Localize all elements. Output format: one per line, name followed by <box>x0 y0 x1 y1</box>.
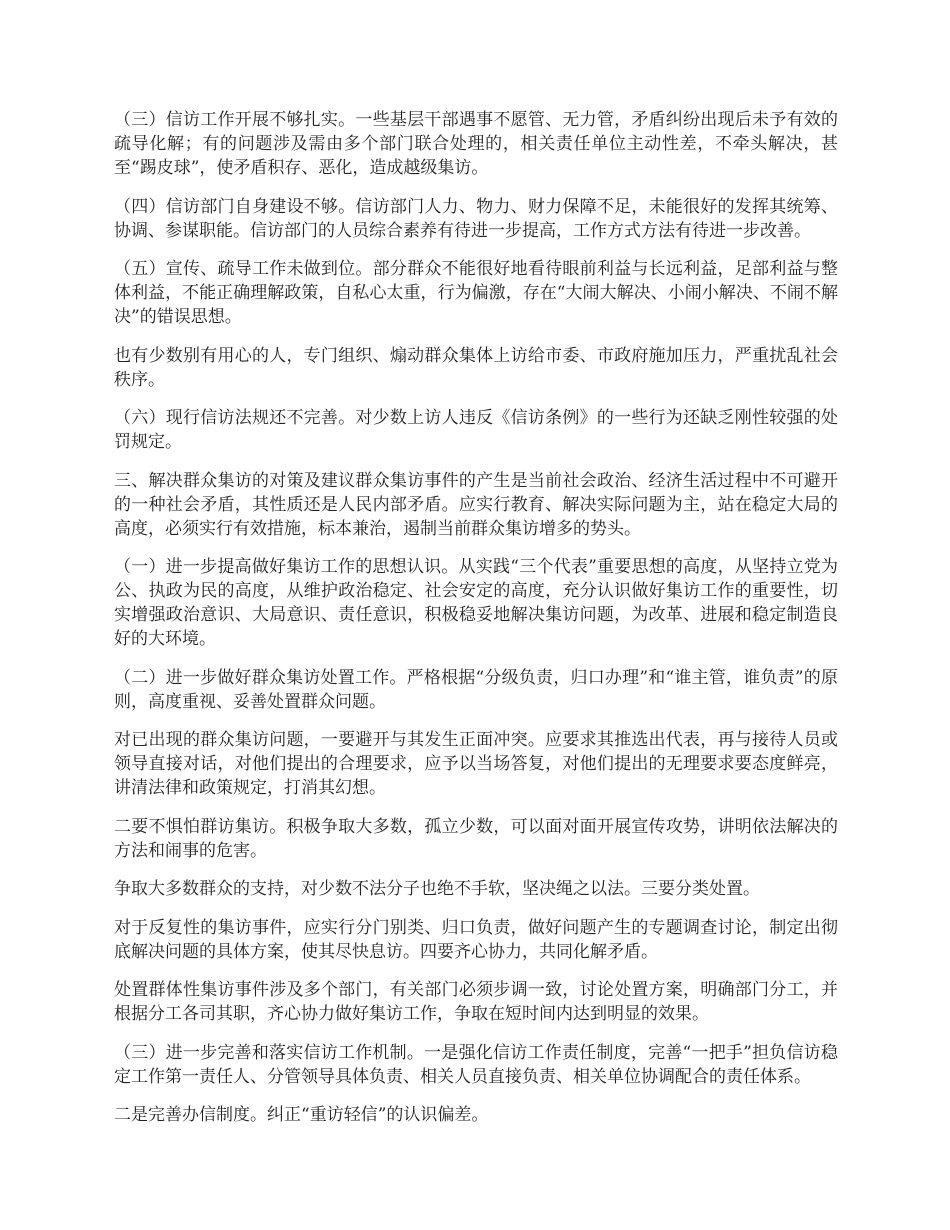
paragraph-15: 二是完善办信制度。纠正“重访轻信”的认识偏差。 <box>114 1105 489 1125</box>
paragraph-3: （五）宣传、疏导工作未做到位。部分群众不能很好地看待眼前利益与长远利益，足部利益与整体利益，不能正确理解政策，自私心太重，行为偏激，存在“大闹大解决、小闹小解决、不闹不解决”的错误思想。 <box>114 259 838 327</box>
paragraph-5: （六）现行信访法规还不完善。对少数上访人违反《信访条例》的一些行为还缺乏刚性较强的处罚规定。 <box>114 408 838 452</box>
paragraph-6: 三、解决群众集访的对策及建议群众集访事件的产生是当前社会政治、经济生活过程中不可避开的一种社会矛盾，其性质还是人民内部矛盾。应实行教育、解决实际问题为主，站在稳定大局的高度，必须实行有效措施，标本兼治，遏制当前群众集访增多的势头。 <box>114 470 838 539</box>
paragraph-9: 对已出现的群众集访问题，一要避开与其发生正面冲突。应要求其推选出代表，再与接待人员或领导直接对话，对他们提出的合理要求，应予以当场答复，对他们提出的无理要求要态度鲜亮，讲清法律和政策规定，打消其幻想。 <box>114 730 838 798</box>
paragraph-11: 争取大多数群众的支持，对少数不法分子也绝不手软，坚决绳之以法。三要分类处置。 <box>114 879 760 899</box>
paragraph-7: （一）进一步提高做好集访工作的思想认识。从实践“三个代表”重要思想的高度，从坚持立党为公、执政为民的高度，从维护政治稳定、社会安定的高度，充分认识做好集访工作的重要性，切实增强政治意识、大局意识、责任意识，积极稳妥地解决集访问题，为改革、进展和稳定制造良好的大环境。 <box>114 557 838 649</box>
paragraph-8: （二）进一步做好群众集访处置工作。严格根据“分级负责，归口办理”和“谁主管，谁负责”的原则，高度重视、妥善处置群众问题。 <box>114 667 838 712</box>
paragraph-1: （三）信访工作开展不够扎实。一些基层干部遇事不愿管、无力管，矛盾纠纷出现后未予有效的疏导化解；有的问题涉及需由多个部门联合处理的，相关责任单位主动性差，不牵头解决，甚至“踢皮球”，使矛盾积存、恶化，造成越级集访。 <box>114 110 838 178</box>
document-body <box>114 108 838 1142</box>
paragraph-4: 也有少数别有用心的人，专门组织、煽动群众集体上访给市委、市政府施加压力，严重扰乱社会秩序。 <box>114 345 838 390</box>
paragraph-2: （四）信访部门自身建设不够。信访部门人力、物力、财力保障不足，未能很好的发挥其统筹、协调、参谋职能。信访部门的人员综合素养有待进一步提高，工作方式方法有待进一步改善。 <box>114 196 838 241</box>
paragraph-13: 处置群体性集访事件涉及多个部门，有关部门必须步调一致，讨论处置方案，明确部门分工，并根据分工各司其职，齐心协力做好集访工作，争取在短时间内达到明显的效果。 <box>114 980 838 1024</box>
paragraph-10: 二要不惧怕群访集访。积极争取大多数，孤立少数，可以面对面开展宣传攻势，讲明依法解决的方法和闹事的危害。 <box>114 816 838 861</box>
paragraph-12: 对于反复性的集访事件，应实行分门别类、归口负责，做好问题产生的专题调查讨论，制定出彻底解决问题的具体方案，使其尽快息访。四要齐心协力，共同化解矛盾。 <box>114 917 838 962</box>
paragraph-14: （三）进一步完善和落实信访工作机制。一是强化信访工作责任制度，完善“一把手”担负信访稳定工作第一责任人、分管领导具体负责、相关人员直接负责、相关单位协调配合的责任体系。 <box>114 1042 838 1087</box>
